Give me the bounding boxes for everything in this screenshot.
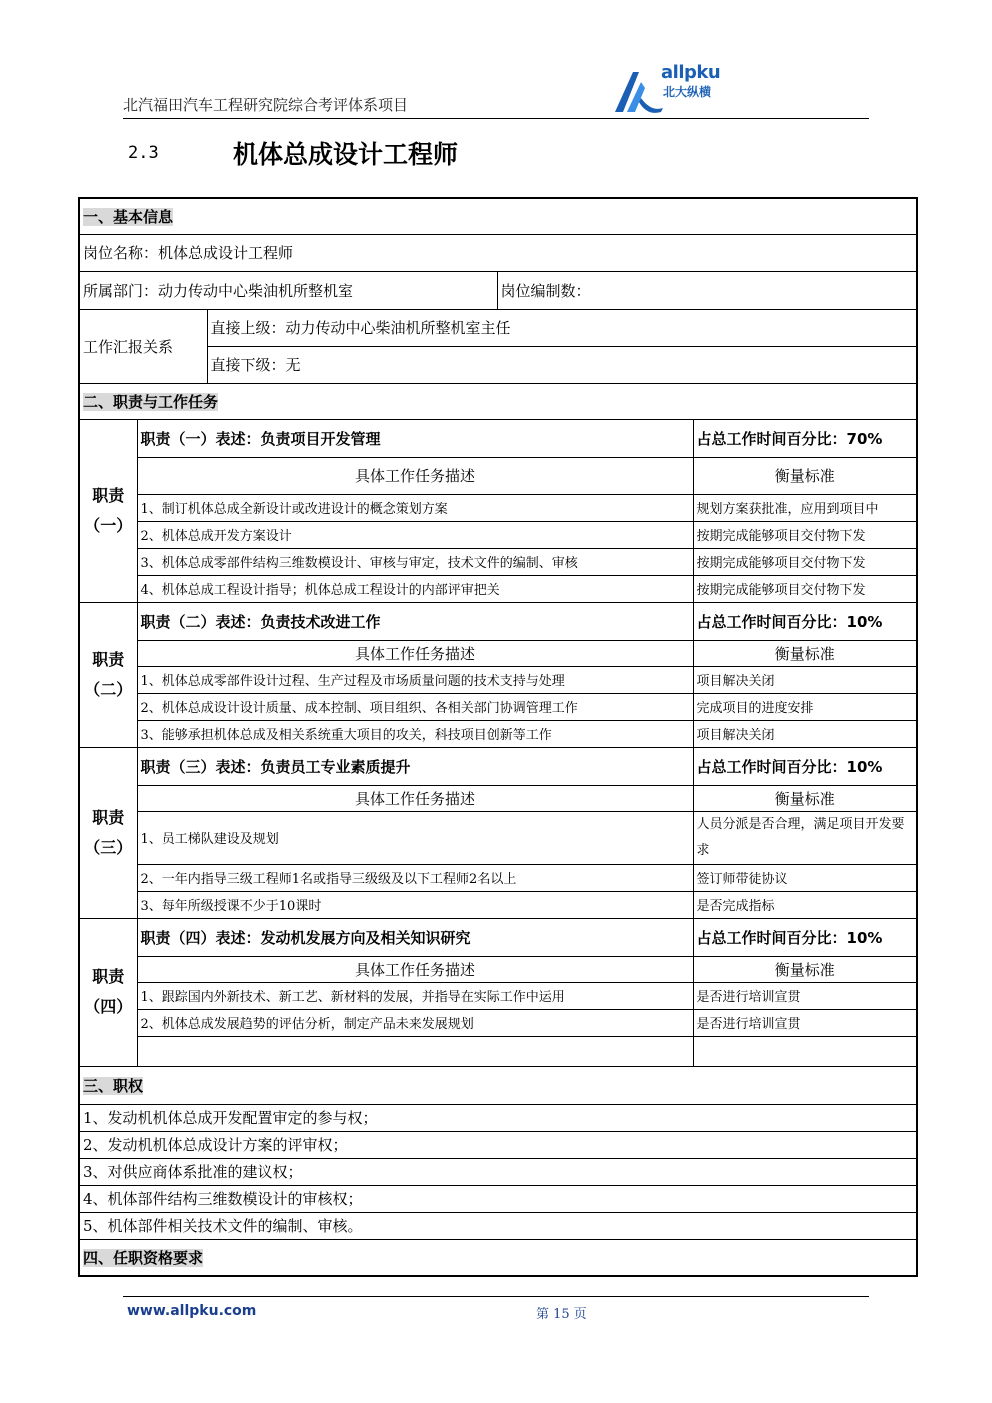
standard-cell: 是否完成指标 [693,891,917,918]
direct-superior: 直接上级：动力传动中心柴油机所整机室主任 [207,309,917,346]
task-column-header: 具体工作任务描述 [137,640,693,666]
task-cell: 1、制订机体总成全新设计或改进设计的概念策划方案 [137,494,693,521]
duty-title: 职责（二）表述：负责技术改进工作 [137,602,693,640]
logo-text-en: allpku [661,62,721,83]
standard-cell: 项目解决关闭 [693,720,917,747]
logo-text-cn: 北大纵横 [663,85,712,99]
standard-column-header: 衡量标准 [693,785,917,811]
page-header [123,62,869,119]
task-cell: 3、能够承担机体总成及相关系统重大项目的攻关，科技项目创新等工作 [137,720,693,747]
standard-cell: 规划方案获批准，应用到项目中 [693,494,917,521]
page-footer [123,1296,869,1327]
duty-percentage: 占总工作时间百分比：10% [693,602,917,640]
task-cell: 2、机体总成发展趋势的评估分析，制定产品未来发展规划 [137,1009,693,1036]
task-cell: 2、机体总成设计设计质量、成本控制、项目组织、各相关部门协调管理工作 [137,693,693,720]
duty-percentage: 占总工作时间百分比：10% [693,747,917,785]
task-cell: 4、机体总成工程设计指导；机体总成工程设计的内部评审把关 [137,575,693,602]
standard-cell: 是否进行培训宣贯 [693,1009,917,1036]
authority-item: 3、对供应商体系批准的建议权； [79,1158,917,1185]
standard-cell: 项目解决关闭 [693,666,917,693]
duties-heading: 二、职责与工作任务 [79,383,917,419]
basic-info-heading: 一、基本信息 [79,198,917,234]
duty-label: 职责 （二） [79,602,137,747]
standard-column-header: 衡量标准 [693,956,917,982]
duty-percentage: 占总工作时间百分比：10% [693,918,917,956]
headcount: 岗位编制数： [497,271,917,309]
standard-cell: 签订师带徒协议 [693,864,917,891]
report-relation-label: 工作汇报关系 [79,309,207,383]
authority-item: 2、发动机机体总成设计方案的评审权； [79,1131,917,1158]
task-cell: 3、每年所级授课不少于10课时 [137,891,693,918]
standard-cell [693,1036,917,1066]
standard-column-header: 衡量标准 [693,457,917,494]
duty-percentage: 占总工作时间百分比：70% [693,419,917,457]
footer-url: www.allpku.com [127,1303,257,1319]
task-cell: 1、员工梯队建设及规划 [137,811,693,864]
task-column-header: 具体工作任务描述 [137,956,693,982]
duty-title: 职责（一）表述：负责项目开发管理 [137,419,693,457]
authority-item: 4、机体部件结构三维数模设计的审核权； [79,1185,917,1212]
duty-label: 职责 （一） [79,419,137,602]
department: 所属部门：动力传动中心柴油机所整机室 [79,271,497,309]
allpku-logo-icon [611,68,663,114]
section-number: 2.3 [128,143,159,163]
task-cell [137,1036,693,1066]
standard-cell: 按期完成能够项目交付物下发 [693,548,917,575]
standard-cell: 是否进行培训宣贯 [693,982,917,1009]
authority-heading: 三、职权 [79,1066,917,1104]
company-logo [611,62,731,114]
standard-cell: 按期完成能够项目交付物下发 [693,521,917,548]
header-title: 北汽福田汽车工程研究院综合考评体系项目 [123,96,409,114]
standard-cell: 完成项目的进度安排 [693,693,917,720]
page-number: 第 15 页 [536,1307,587,1322]
direct-subordinate: 直接下级：无 [207,346,917,383]
standard-column-header: 衡量标准 [693,640,917,666]
authority-item: 1、发动机机体总成开发配置审定的参与权； [79,1104,917,1131]
duty-label: 职责 （四） [79,918,137,1066]
qualification-heading: 四、任职资格要求 [79,1239,917,1276]
task-cell: 1、机体总成零部件设计过程、生产过程及市场质量问题的技术支持与处理 [137,666,693,693]
task-cell: 2、一年内指导三级工程师1名或指导三级级及以下工程师2名以上 [137,864,693,891]
duty-title: 职责（三）表述：负责员工专业素质提升 [137,747,693,785]
task-cell: 2、机体总成开发方案设计 [137,521,693,548]
task-column-header: 具体工作任务描述 [137,457,693,494]
section-title: 机体总成设计工程师 [233,140,459,169]
position-name: 岗位名称：机体总成设计工程师 [79,234,917,271]
standard-cell: 人员分派是否合理，满足项目开发要求 [693,811,917,864]
duty-title: 职责（四）表述：发动机发展方向及相关知识研究 [137,918,693,956]
authority-item: 5、机体部件相关技术文件的编制、审核。 [79,1212,917,1239]
task-cell: 3、机体总成零部件结构三维数模设计、审核与审定，技术文件的编制、审核 [137,548,693,575]
task-column-header: 具体工作任务描述 [137,785,693,811]
task-cell: 1、跟踪国内外新技术、新工艺、新材料的发展，并指导在实际工作中运用 [137,982,693,1009]
job-description-table [78,197,918,1277]
standard-cell: 按期完成能够项目交付物下发 [693,575,917,602]
duty-label: 职责 （三） [79,747,137,918]
